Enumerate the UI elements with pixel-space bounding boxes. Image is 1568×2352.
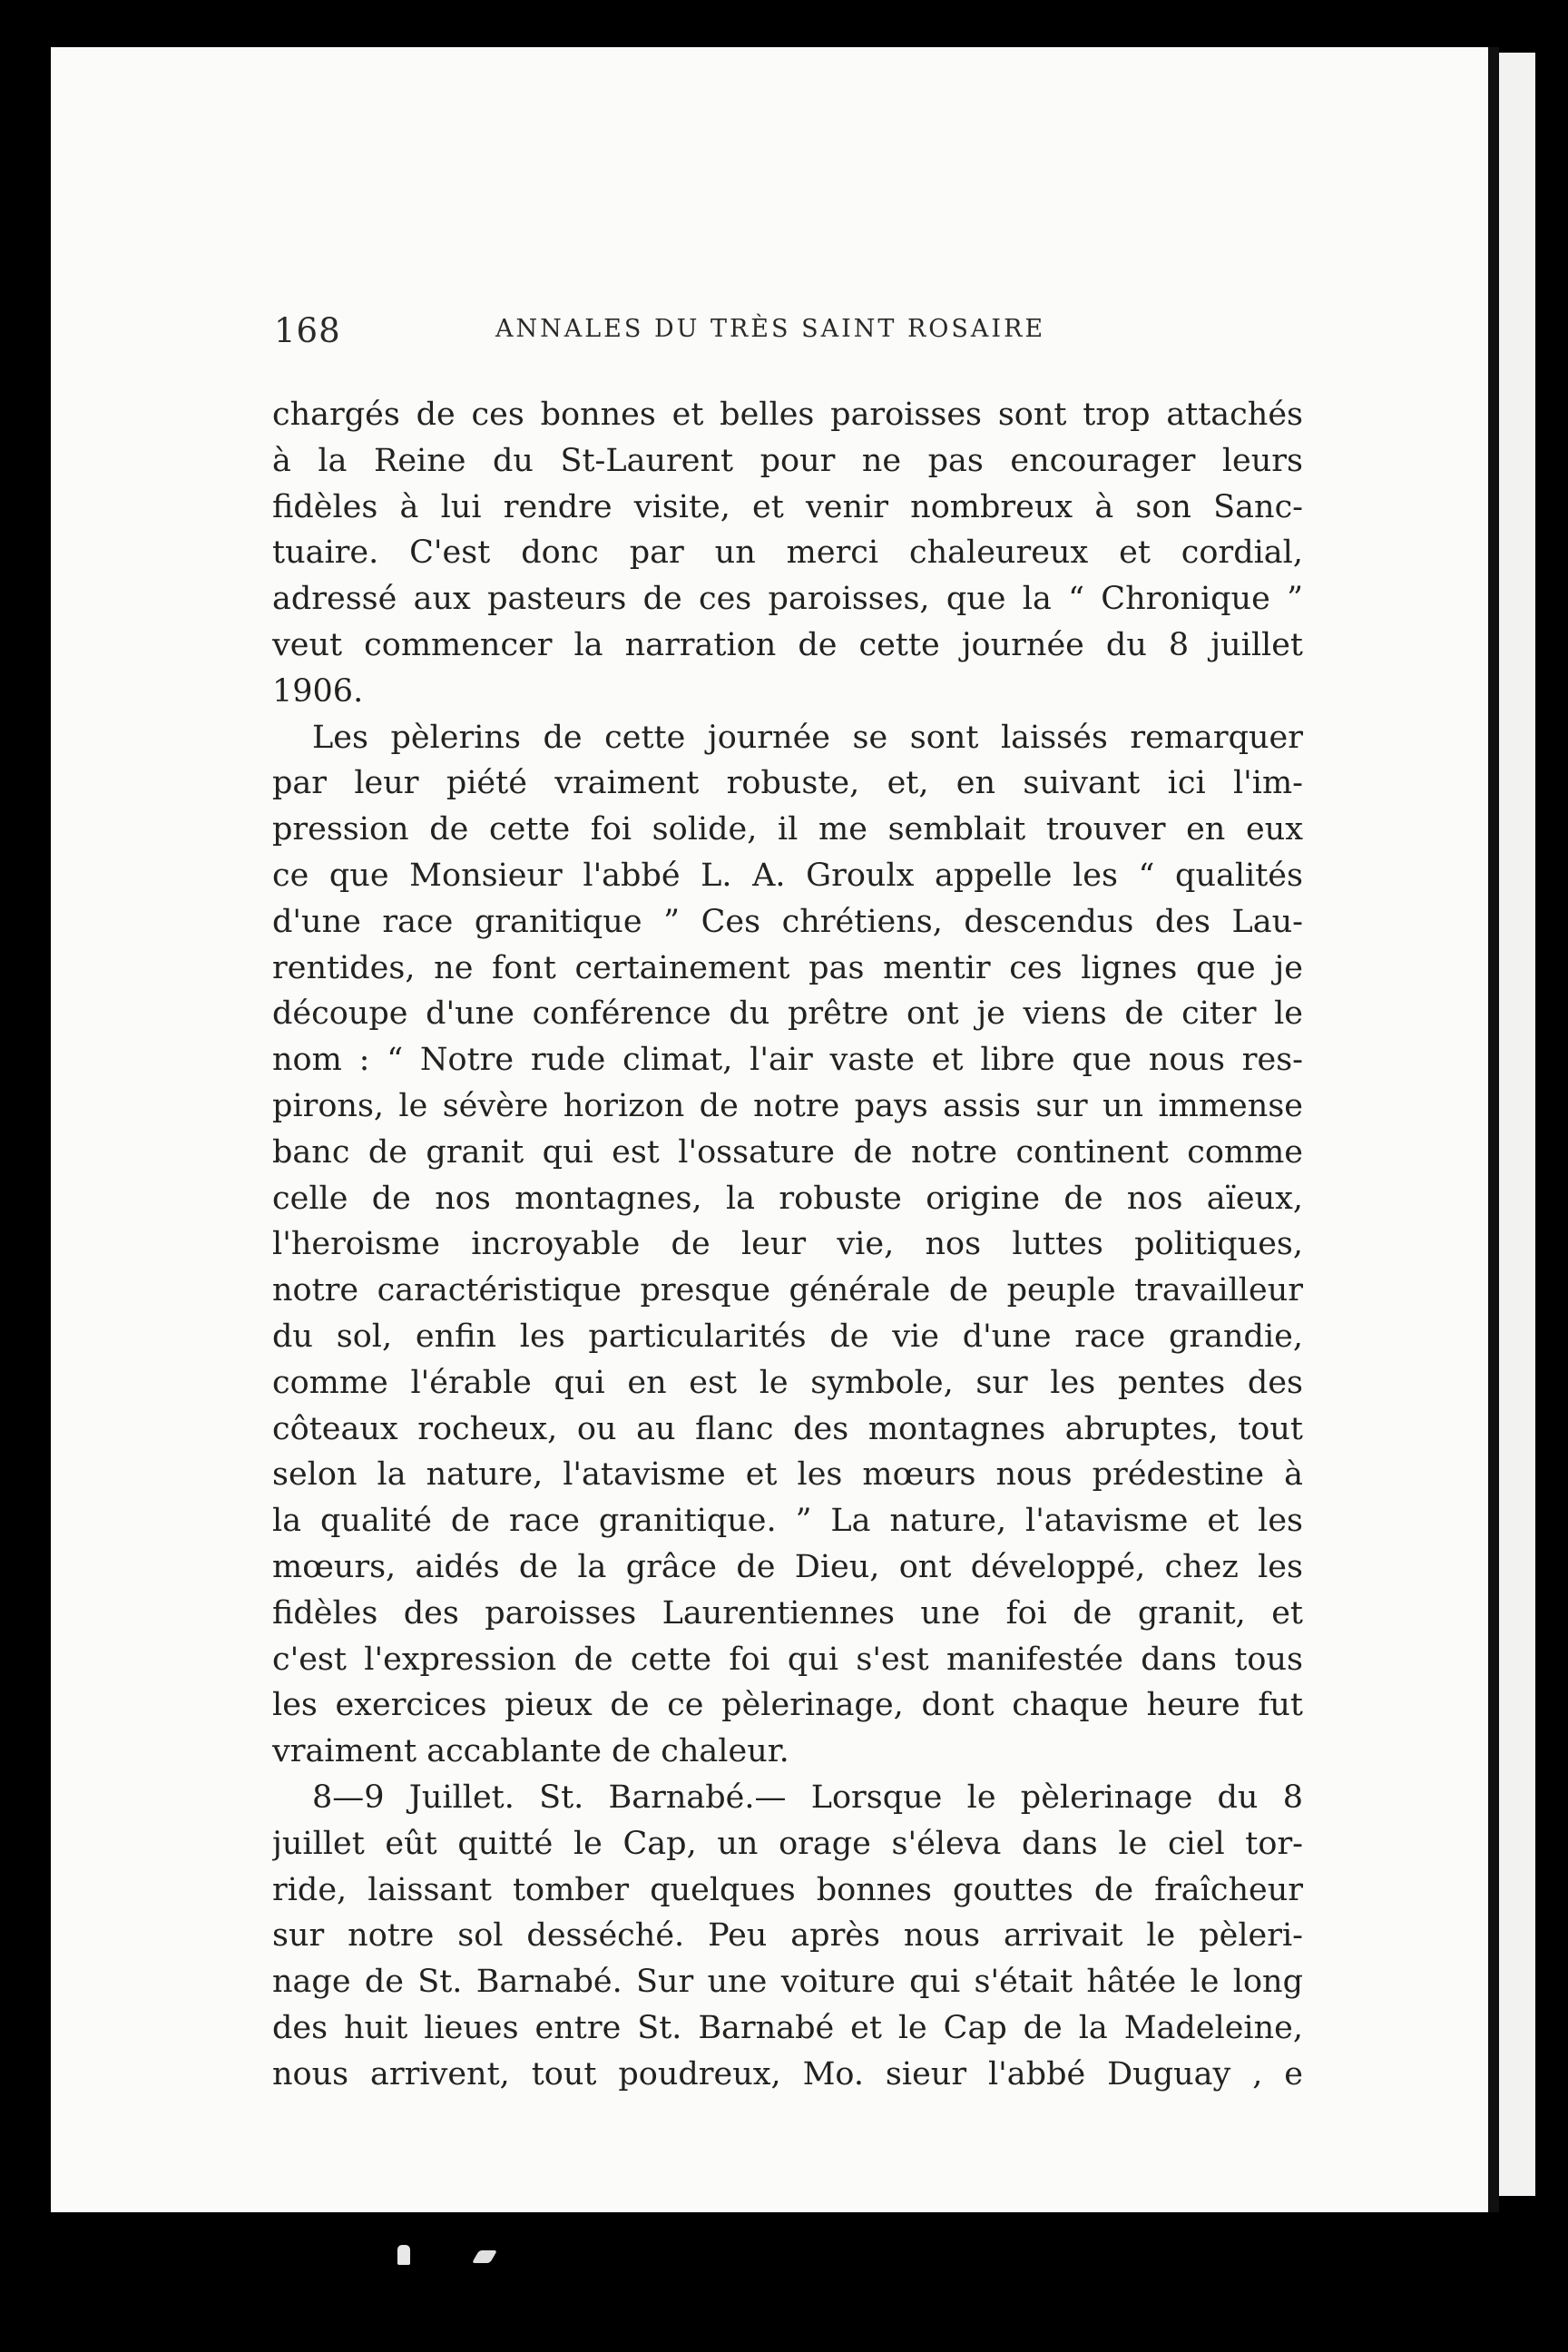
- page-gutter: [1488, 47, 1499, 2212]
- text-line: mœurs, aidés de la grâce de Dieu, ont développé, chez les: [272, 1548, 1303, 1585]
- text-line: fidèles à lui rendre visite, et venir nombreux à son Sanc-: [272, 488, 1303, 525]
- text-line: juillet eût quitté le Cap, un orage s'éleva dans le ciel tor-: [272, 1825, 1303, 1862]
- text-line: fidèles des paroisses Laurentiennes une foi de granit, et: [272, 1594, 1303, 1632]
- text-line: adressé aux pasteurs de ces paroisses, que la “ Chronique ”: [272, 581, 1303, 618]
- text-line: ride, laissant tomber quelques bonnes gouttes de fraîcheur: [272, 1871, 1303, 1908]
- scan-speck: [397, 2245, 410, 2265]
- text-line: celle de nos montagnes, la robuste origine de nos aïeux,: [272, 1180, 1303, 1217]
- paragraph-start-line: 8—9 Juillet. St. Barnabé.— Lorsque le pèlerinage du 8: [312, 1779, 1303, 1816]
- text-line: d'une race granitique ” Ces chrétiens, descendus des Lau-: [272, 903, 1303, 940]
- paragraph-start-line: Les pèlerins de cette journée se sont laissés remarquer: [312, 719, 1303, 756]
- text-line: du sol, enfin les particularités de vie d'une race grandie,: [272, 1318, 1303, 1355]
- text-line: côteaux rocheux, ou au flanc des montagnes abruptes, tout: [272, 1410, 1303, 1447]
- adjacent-page-edge: [1499, 53, 1535, 2196]
- text-line: à la Reine du St-Laurent pour ne pas encourager leurs: [272, 442, 1303, 479]
- text-line: découpe d'une conférence du prêtre ont je viens de citer le: [272, 995, 1303, 1033]
- text-line: tuaire. C'est donc par un merci chaleureux et cordial,: [272, 534, 1303, 572]
- text-line: c'est l'expression de cette foi qui s'est manifestée dans tous: [272, 1641, 1303, 1678]
- text-line: ce que Monsieur l'abbé L. A. Groulx appelle les “ qualités: [272, 857, 1303, 894]
- text-line: la qualité de race granitique. ” La nature, l'atavisme et les: [272, 1503, 1303, 1540]
- text-line: pression de cette foi solide, il me semblait trouver en eux: [272, 811, 1303, 848]
- text-line: banc de granit qui est l'ossature de notre continent comme: [272, 1133, 1303, 1171]
- text-line: l'heroisme incroyable de leur vie, nos luttes politiques,: [272, 1226, 1303, 1263]
- page-header: [274, 311, 1091, 366]
- text-line: nous arrivent, tout poudreux, Mo. sieur l'abbé Duguay , e: [272, 2055, 1303, 2092]
- text-line: chargés de ces bonnes et belles paroisses sont trop attachés: [272, 397, 1303, 433]
- text-line: sur notre sol desséché. Peu après nous arrivait le pèleri-: [272, 1917, 1303, 1955]
- text-line: 1906.: [272, 672, 364, 710]
- text-line: des huit lieues entre St. Barnabé et le Cap de la Madeleine,: [272, 2009, 1303, 2046]
- running-title: ANNALES DU TRÈS SAINT ROSAIRE: [495, 315, 1046, 343]
- text-line: notre caractéristique presque générale de peuple travailleur: [272, 1272, 1303, 1309]
- text-line: pirons, le sévère horizon de notre pays assis sur un immense: [272, 1087, 1303, 1124]
- scan-speck: [472, 2250, 497, 2263]
- text-line: vraiment accablante de chaleur.: [272, 1733, 789, 1770]
- text-line: par leur piété vraiment robuste, et, en suivant ici l'im-: [272, 765, 1303, 802]
- text-line: rentides, ne font certainement pas mentir ces lignes que je: [272, 949, 1303, 986]
- text-line: nom : “ Notre rude climat, l'air vaste et libre que nous res-: [272, 1042, 1303, 1079]
- text-line: nage de St. Barnabé. Sur une voiture qui s'était hâtée le long: [272, 1964, 1303, 2001]
- scan-artifacts: [397, 2245, 543, 2281]
- body-text: [272, 392, 1303, 2097]
- text-line: comme l'érable qui en est le symbole, sur les pentes des: [272, 1364, 1303, 1401]
- text-line: veut commencer la narration de cette journée du 8 juillet: [272, 626, 1303, 663]
- text-line: selon la nature, l'atavisme et les mœurs nous prédestine à: [272, 1456, 1303, 1494]
- text-line: les exercices pieux de ce pèlerinage, dont chaque heure fut: [272, 1687, 1303, 1724]
- page-number: 168: [274, 311, 341, 350]
